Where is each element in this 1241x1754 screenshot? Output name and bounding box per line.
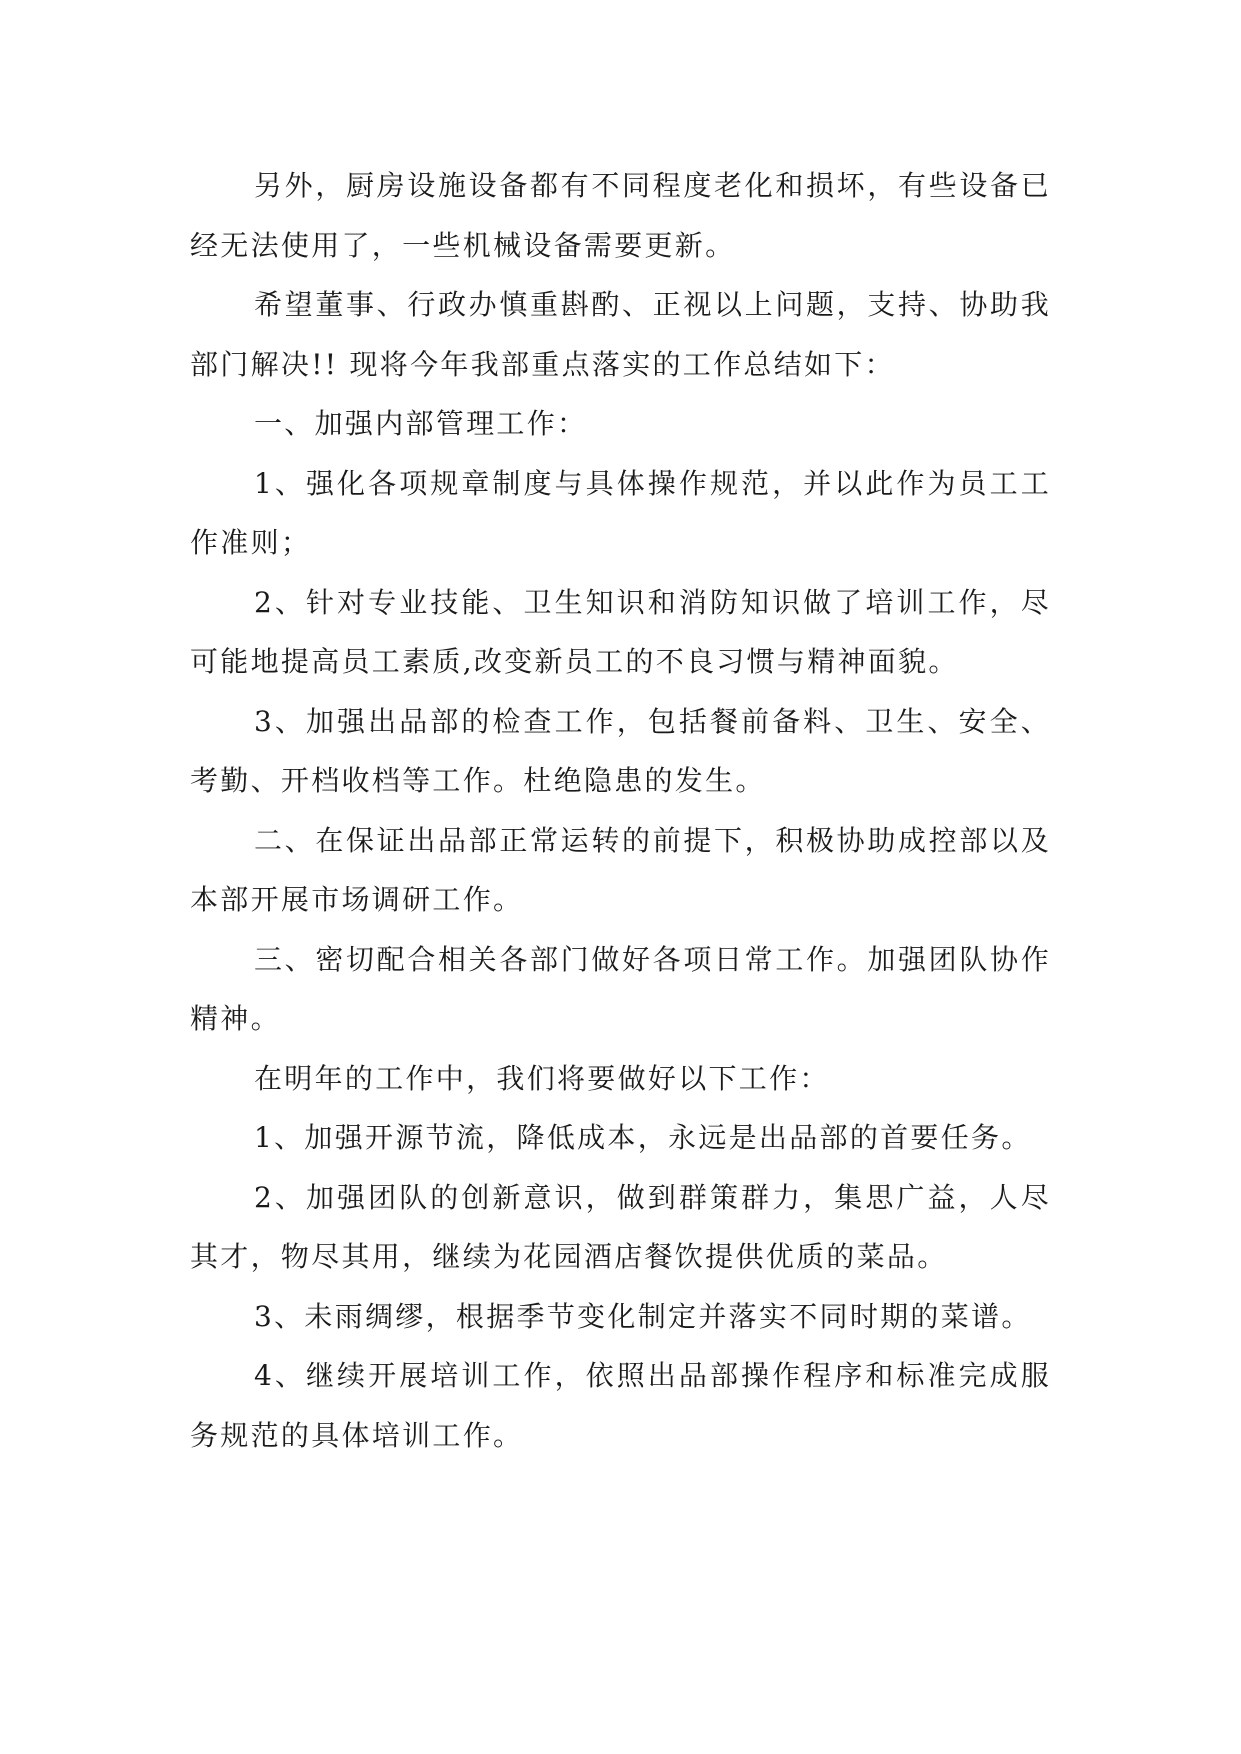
- list-item-training: 2、针对专业技能、卫生知识和消防知识做了培训工作，尽可能地提高员工素质,改变新员工的不良习惯与精神面貌。: [190, 585, 1051, 678]
- paragraph-next-year-intro: 在明年的工作中，我们将要做好以下工作：: [254, 1061, 830, 1095]
- list-item-innovation: 2、加强团队的创新意识，做到群策群力，集思广益，人尽其才，物尽其用，继续为花园酒店餐饮提供优质的菜品。: [190, 1180, 1051, 1273]
- document-body: [190, 156, 1051, 1465]
- list-item-seasonal-menu: 3、未雨绸缪，根据季节变化制定并落实不同时期的菜谱。: [254, 1299, 1032, 1333]
- paragraph-request-support: 希望董事、行政办慎重斟酌、正视以上问题，支持、协助我部门解决!! 现将今年我部重点落实的工作总结如下：: [190, 288, 1051, 381]
- heading-internal-management: 一、加强内部管理工作：: [254, 407, 588, 440]
- list-item-cost-reduction: 1、加强开源节流，降低成本，永远是出品部的首要任务。: [254, 1121, 1032, 1154]
- list-item-regulations: 1、强化各项规章制度与具体操作规范，并以此作为员工工作准则；: [190, 466, 1051, 559]
- heading-market-research: 二、在保证出品部正常运转的前提下，积极协助成控部以及本部开展市场调研工作。: [190, 823, 1051, 916]
- heading-teamwork: 三、密切配合相关各部门做好各项日常工作。加强团队协作精神。: [190, 942, 1051, 1035]
- list-item-continued-training: 4、继续开展培训工作，依照出品部操作程序和标准完成服务规范的具体培训工作。: [190, 1359, 1051, 1452]
- paragraph-equipment-aging: 另外，厨房设施设备都有不同程度老化和损坏，有些设备已经无法使用了，一些机械设备需要更新。: [190, 169, 1051, 262]
- list-item-inspection: 3、加强出品部的检查工作，包括餐前备料、卫生、安全、考勤、开档收档等工作。杜绝隐患的发生。: [190, 704, 1051, 797]
